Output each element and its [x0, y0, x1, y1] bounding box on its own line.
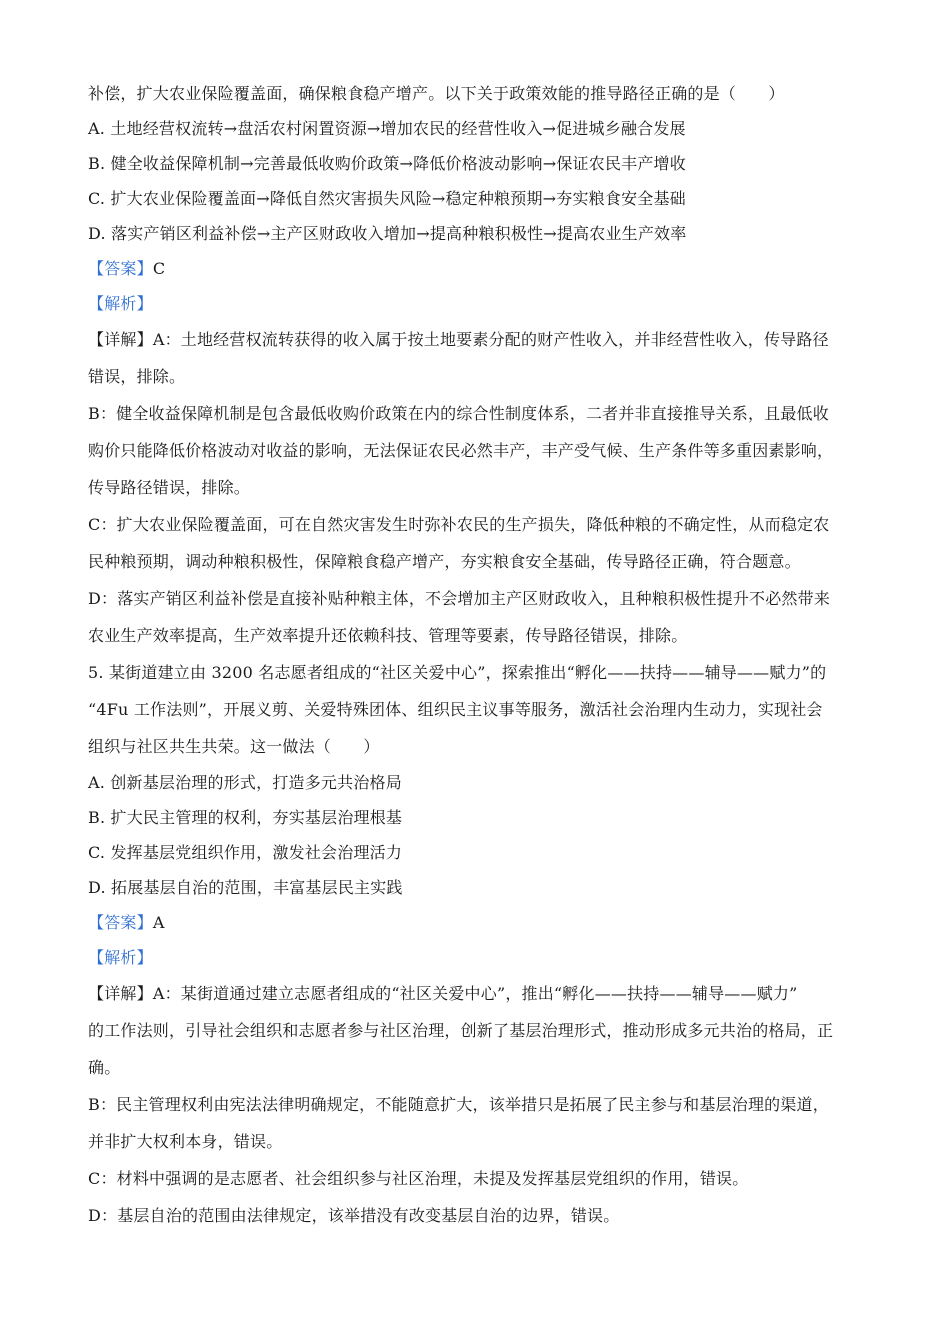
q5-explain-b-line-1: B：民主管理权利由宪法法律明确规定，不能随意扩大，该举措只是拓展了民主参与和基层治理的渠道， — [88, 1095, 829, 1114]
q5-option-c: C. 发挥基层党组织作用，激发社会治理活力 — [88, 843, 403, 862]
q4-analysis-heading — [88, 286, 863, 321]
q4-explain-d-line-2: 农业生产效率提高，生产效率提升还依赖科技、管理等要素，传导路径错误，排除。 — [88, 626, 688, 645]
q4-detail-tag: 【详解】 — [88, 330, 153, 349]
q4-option-b: B. 健全收益保障机制→完善最低收购价政策→降低价格波动影响→保证农民丰产增收 — [88, 154, 686, 173]
q4-explain-b-line-2: 购价只能降低价格波动对收益的影响，无法保证农民必然丰产，丰产受气候、生产条件等多重因素影响， — [88, 441, 834, 460]
q4-answer-tag: 【答案】 — [88, 259, 153, 278]
q5-answer-value: A — [152, 913, 165, 932]
q4-explain-a-line-1 — [88, 321, 863, 358]
q5-explain-a-line-3: 确。 — [88, 1058, 121, 1077]
q4-explain-d-line-1: D：落实产销区利益补偿是直接补贴种粮主体，不会增加主产区财政收入，且种粮积极性提升不必然带来 — [88, 589, 831, 608]
q5-option-d: D. 拓展基层自治的范围，丰富基层民主实践 — [88, 878, 403, 897]
document-page — [88, 76, 863, 1234]
q4-explain-b-line-3: 传导路径错误，排除。 — [88, 478, 251, 497]
q4-option-a: A. 土地经营权流转→盘活农村闲置资源→增加农民的经营性收入→促进城乡融合发展 — [88, 119, 686, 138]
q4-stem-tail: 补偿，扩大农业保险覆盖面，确保粮食稳产增产。以下关于政策效能的推导路径正确的是（ ） — [88, 84, 785, 103]
q4-option-c: C. 扩大农业保险覆盖面→降低自然灾害损失风险→稳定种粮预期→夯实粮食安全基础 — [88, 189, 686, 208]
q5-stem-line-1: 5. 某街道建立由 3200 名志愿者组成的“社区关爱中心”，探索推出“孵化——扶持——辅导——赋力”的 — [88, 663, 827, 682]
q5-explain-a-line-1 — [88, 975, 863, 1012]
q5-analysis-heading — [88, 940, 863, 975]
q4-explain-b-line-1: B：健全收益保障机制是包含最低收购价政策在内的综合性制度体系，二者并非直接推导关系，且最低收 — [88, 404, 829, 423]
q4-explain-c-line-2: 民种粮预期，调动种粮积极性，保障粮食稳产增产，夯实粮食安全基础，传导路径正确，符合题意。 — [88, 552, 801, 571]
q5-option-b: B. 扩大民主管理的权利，夯实基层治理根基 — [88, 808, 403, 827]
q4-explain-a-line-2: 错误，排除。 — [88, 367, 186, 386]
q4-explain-a-text: A：土地经营权流转获得的收入属于按土地要素分配的财产性收入，并非经营性收入，传导路径 — [152, 330, 829, 349]
q4-answer — [88, 251, 863, 286]
q5-answer-tag: 【答案】 — [88, 913, 153, 932]
q4-analysis-tag: 【解析】 — [88, 294, 153, 313]
q5-explain-b-line-2: 并非扩大权利本身，错误。 — [88, 1132, 283, 1151]
q4-option-d: D. 落实产销区利益补偿→主产区财政收入增加→提高种粮积极性→提高农业生产效率 — [88, 224, 687, 243]
q5-explain-d-line: D：基层自治的范围由法律规定，该举措没有改变基层自治的边界，错误。 — [88, 1206, 620, 1225]
q4-explain-c-line-1: C：扩大农业保险覆盖面，可在自然灾害发生时弥补农民的生产损失，降低种粮的不确定性，从而稳定农 — [88, 515, 830, 534]
q5-option-a: A. 创新基层治理的形式，打造多元共治格局 — [88, 773, 402, 792]
q5-answer — [88, 905, 863, 940]
q5-explain-a-line-2: 的工作法则，引导社会组织和志愿者参与社区治理，创新了基层治理形式，推动形成多元共治的格局，正 — [88, 1021, 834, 1040]
q4-answer-value: C — [152, 259, 166, 278]
q5-explain-c-line: C：材料中强调的是志愿者、社会组织参与社区治理，未提及发挥基层党组织的作用，错误。 — [88, 1169, 749, 1188]
q5-analysis-tag: 【解析】 — [88, 948, 153, 967]
q5-stem-line-3: 组织与社区共生共荣。这一做法（ ） — [88, 737, 380, 756]
q5-stem-line-2: “4Fu 工作法则”，开展义剪、关爱特殊团体、组织民主议事等服务，激活社会治理内生动力，实现社会 — [88, 700, 823, 719]
q5-explain-a-text: A：某街道通过建立志愿者组成的“社区关爱中心”，推出“孵化——扶持——辅导——赋力” — [152, 984, 798, 1003]
q5-detail-tag: 【详解】 — [88, 984, 153, 1003]
